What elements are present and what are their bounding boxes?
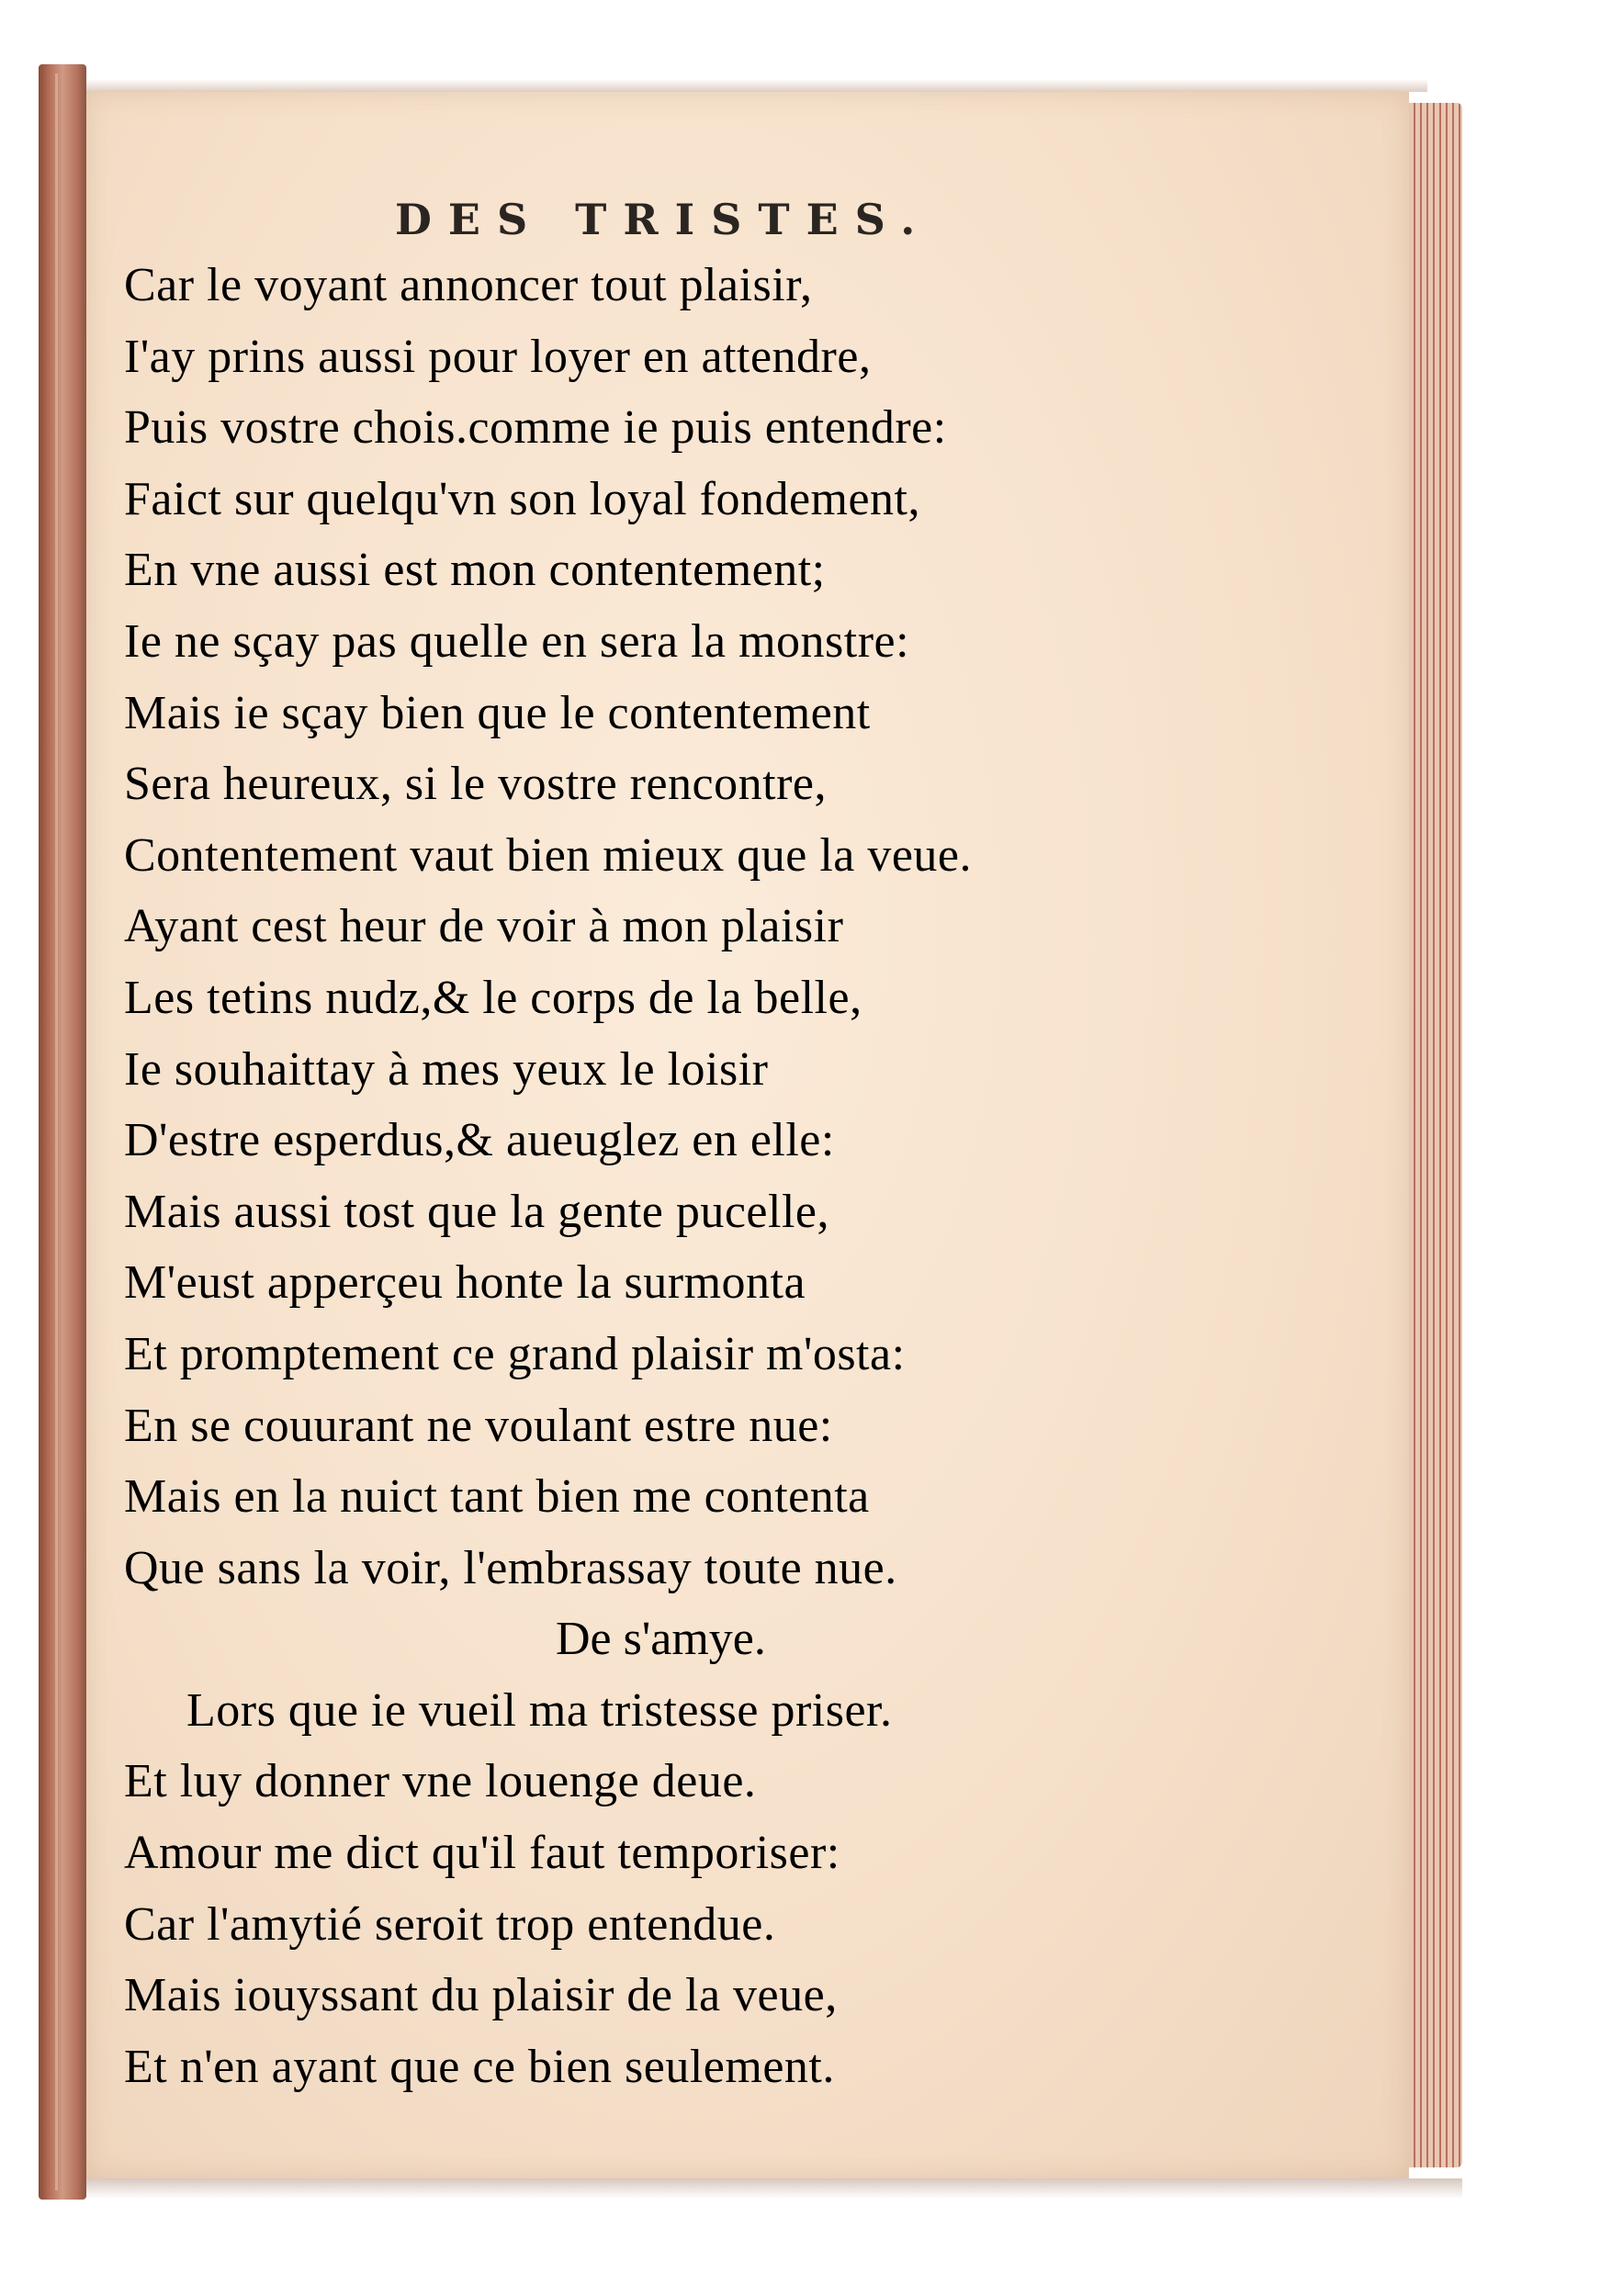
page-bottom-shadow (86, 2178, 1462, 2199)
verse-line: En vne aussi est mon contentement; (124, 544, 826, 597)
verse-line: Et n'en ayant que ce bien seulement. (124, 2040, 835, 2093)
verse-line: En se couurant ne voulant estre nue: (124, 1399, 833, 1452)
poem-title: De s'amye. (556, 1613, 766, 1666)
verse-line: I'ay prins aussi pour loyer en attendre, (124, 330, 872, 383)
verse-line: Mais en la nuict tant bien me contenta (124, 1470, 870, 1524)
verse-line: Amour me dict qu'il faut temporiser: (124, 1827, 840, 1880)
verse-line: Les tetins nudz,& le corps de la belle, (124, 971, 862, 1024)
verse-line: Sera heureux, si le vostre rencontre, (124, 758, 827, 811)
running-title: DES TRISTES. (395, 195, 932, 244)
verse-line: Puis vostre chois.comme ie puis entendre: (124, 401, 947, 455)
verse-line: Car l'amytié seroit trop entendue. (124, 1897, 776, 1951)
verse-line: Car le voyant annoncer tout plaisir, (124, 259, 813, 311)
poem-one (124, 250, 972, 1604)
verse-line: Mais iouyssant du plaisir de la veue, (124, 1969, 838, 2022)
verse-line: Ayant cest heur de voir à mon plaisir (124, 900, 844, 953)
verse-line: Mais ie sçay bien que le contentement (124, 686, 871, 739)
verse-line: Et luy donner vne louenge deue. (124, 1755, 757, 1808)
verse-line: Lors que ie vueil ma tristesse priser. (186, 1683, 893, 1737)
poem-two (124, 1675, 972, 2103)
verse-line: M'eust apperçeu honte la surmonta (124, 1256, 806, 1310)
verse-line: Contentement vaut bien mieux que la veue. (124, 828, 973, 882)
verse-line: D'estre esperdus,& aueuglez en elle: (124, 1114, 835, 1167)
verse-line: Ie ne sçay pas quelle en sera la monstre: (124, 614, 910, 668)
page-text (124, 250, 972, 2102)
verse-line: Faict sur quelqu'vn son loyal fondement, (124, 472, 921, 525)
verse-line: Ie souhaittay à mes yeux le loisir (124, 1042, 769, 1096)
page-top-shadow (86, 79, 1427, 92)
verse-line: Et promptement ce grand plaisir m'osta: (124, 1327, 906, 1380)
verse-line: Que sans la voir, l'embrassay toute nue. (124, 1541, 897, 1594)
verse-line: Mais aussi tost que la gente pucelle, (124, 1185, 829, 1238)
book-binding (39, 64, 86, 2200)
page-edges (1409, 103, 1462, 2167)
